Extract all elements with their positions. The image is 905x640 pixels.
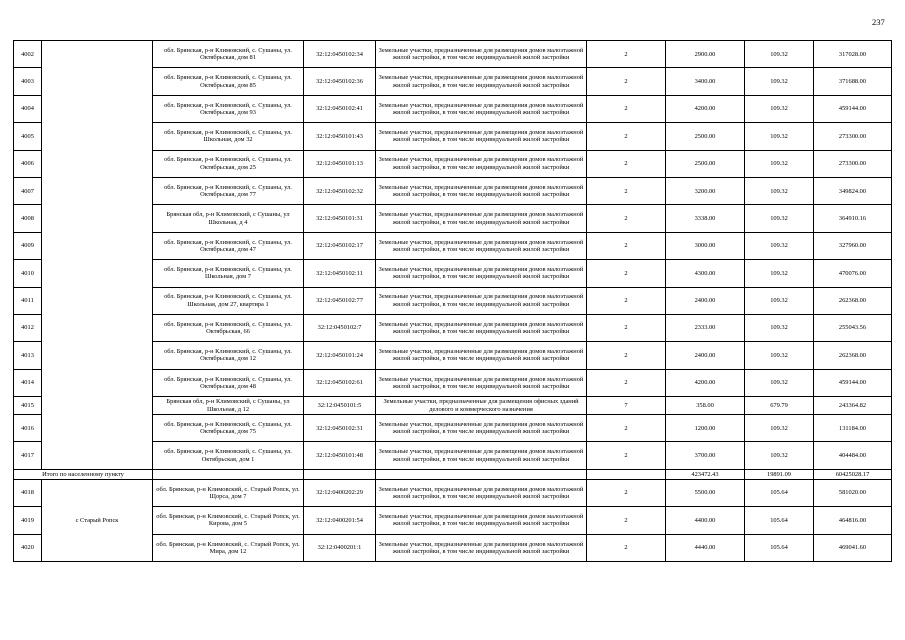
area-cell: 2500.00: [666, 150, 745, 177]
cadastral-value-cell: 364910.16: [814, 205, 892, 232]
cadastral-number-cell: 32:12:0450102:11: [304, 260, 376, 287]
cadastral-value-cell: 273300.00: [814, 123, 892, 150]
group-cell: 2: [587, 369, 666, 396]
group-cell: 2: [587, 123, 666, 150]
group-cell: 2: [587, 314, 666, 341]
rate-cell: 109.32: [745, 68, 814, 95]
address-cell: обл. Брянская, р-н Климовский, с. Сушаны, ул. Октябрьская, дом 93: [153, 95, 304, 122]
subtotal-section: [14, 469, 892, 479]
area-cell: 2500.00: [666, 123, 745, 150]
cadastral-number-cell: 32:12:0450101:31: [304, 205, 376, 232]
group-cell: 2: [587, 534, 666, 561]
area-cell: 2400.00: [666, 342, 745, 369]
area-cell: 3700.00: [666, 442, 745, 469]
table-body-after: [14, 479, 892, 561]
address-cell: обл. Брянская, р-н Климовский, с. Сушаны, ул. Октябрьская, дом 25: [153, 150, 304, 177]
rate-cell: 109.32: [745, 314, 814, 341]
row-number: 4004: [14, 95, 42, 122]
area-cell: 2333.00: [666, 314, 745, 341]
land-use-cell: Земельные участки, предназначенные для размещения домов малоэтажной жилой застройки, в том числе индивидуальной жилой застройки: [376, 41, 587, 68]
cadastral-value-cell: 262368.00: [814, 287, 892, 314]
land-use-cell: Земельные участки, предназначенные для размещения домов малоэтажной жилой застройки, в том числе индивидуальной жилой застройки: [376, 177, 587, 204]
row-number: 4006: [14, 150, 42, 177]
land-use-cell: Земельные участки, предназначенные для размещения домов малоэтажной жилой застройки, в том числе индивидуальной жилой застройки: [376, 287, 587, 314]
address-cell: Брянская обл, р-н Климовский, с Сушаны, ул Школьная, д 4: [153, 205, 304, 232]
area-cell: 3200.00: [666, 177, 745, 204]
cadastral-number-cell: 32:12:0450102:17: [304, 232, 376, 259]
subtotal-value: 60425028.17: [814, 469, 892, 479]
address-cell: обл. Брянская, р-н Климовский, с. Сушаны, ул. Октябрьская, дом 77: [153, 177, 304, 204]
group-cell: 2: [587, 41, 666, 68]
address-cell: обл. Брянская, р-н Климовский, с. Сушаны, ул. Октябрьская, дом 81: [153, 41, 304, 68]
cadastral-value-cell: 404484.00: [814, 442, 892, 469]
locality-cell: [42, 41, 153, 470]
rate-cell: 109.32: [745, 232, 814, 259]
cadastral-value-cell: 470076.00: [814, 260, 892, 287]
address-cell: обл. Брянская, р-н Климовский, с. Сушаны, ул. Школьная, дом 27, квартира 1: [153, 287, 304, 314]
address-cell: Брянская обл, р-н Климовский, с Сушаны, ул Школьная, д 12: [153, 397, 304, 415]
subtotal-empty-cell: [153, 469, 304, 479]
address-cell: обл. Брянская, р-н Климовский, с. Старый Ропск, ул. Щорса, дом 7: [153, 479, 304, 506]
row-number: 4020: [14, 534, 42, 561]
rate-cell: 109.32: [745, 205, 814, 232]
subtotal-empty-cell: [376, 469, 587, 479]
land-use-cell: Земельные участки, предназначенные для размещения домов малоэтажной жилой застройки, в том числе индивидуальной жилой застройки: [376, 232, 587, 259]
address-cell: обл. Брянская, р-н Климовский, с. Сушаны, ул. Октябрьская, дом 75: [153, 415, 304, 442]
rate-cell: 109.32: [745, 150, 814, 177]
land-use-cell: Земельные участки, предназначенные для размещения домов малоэтажной жилой застройки, в том числе индивидуальной жилой застройки: [376, 68, 587, 95]
cadastral-number-cell: 32:12:0400202:29: [304, 479, 376, 506]
group-cell: 2: [587, 260, 666, 287]
subtotal-empty-cell: [304, 469, 376, 479]
row-number: 4005: [14, 123, 42, 150]
rate-cell: 109.32: [745, 415, 814, 442]
cadastral-value-cell: 327960.00: [814, 232, 892, 259]
table-row: [14, 479, 892, 506]
row-number: 4003: [14, 68, 42, 95]
area-cell: 2900.00: [666, 41, 745, 68]
address-cell: обл. Брянская, р-н Климовский, с. Сушаны, ул. Октябрьская, дом 1: [153, 442, 304, 469]
rate-cell: 109.32: [745, 41, 814, 68]
cadastral-value-cell: 581020.00: [814, 479, 892, 506]
table-body-before: [14, 41, 892, 470]
cadastral-number-cell: 32:12:0450102:36: [304, 68, 376, 95]
cadastral-number-cell: 32:12:0450101:5: [304, 397, 376, 415]
row-number: 4014: [14, 369, 42, 396]
land-use-cell: Земельные участки, предназначенные для размещения домов малоэтажной жилой застройки, в том числе индивидуальной жилой застройки: [376, 442, 587, 469]
rate-cell: 109.32: [745, 442, 814, 469]
rate-cell: 109.32: [745, 260, 814, 287]
area-cell: 3400.00: [666, 68, 745, 95]
cadastral-number-cell: 32:12:0450102:34: [304, 41, 376, 68]
cadastral-number-cell: 32:12:0450101:24: [304, 342, 376, 369]
rate-cell: 109.32: [745, 177, 814, 204]
cadastral-value-cell: 371688.00: [814, 68, 892, 95]
row-number: 4011: [14, 287, 42, 314]
area-cell: 3338.00: [666, 205, 745, 232]
rate-cell: 105.64: [745, 479, 814, 506]
rate-cell: 109.32: [745, 342, 814, 369]
cadastral-number-cell: 32:12:0450101:13: [304, 150, 376, 177]
area-cell: 4200.00: [666, 369, 745, 396]
subtotal-empty-cell: [587, 469, 666, 479]
rate-cell: 105.64: [745, 507, 814, 534]
cadastral-number-cell: 32:12:0400201:1: [304, 534, 376, 561]
area-cell: 358.00: [666, 397, 745, 415]
cadastral-value-cell: 131184.00: [814, 415, 892, 442]
address-cell: обл. Брянская, р-н Климовский, с. Сушаны, ул. Школьная, дом 7: [153, 260, 304, 287]
cadastral-number-cell: 32:12:0450102:77: [304, 287, 376, 314]
group-cell: 2: [587, 287, 666, 314]
cadastral-number-cell: 32:12:0450101:43: [304, 123, 376, 150]
land-use-cell: Земельные участки, предназначенные для размещения домов малоэтажной жилой застройки, в том числе индивидуальной жилой застройки: [376, 150, 587, 177]
row-number: 4009: [14, 232, 42, 259]
page-number: 237: [872, 17, 885, 27]
cadastral-value-cell: 349824.00: [814, 177, 892, 204]
locality-label: с Старый Ропск: [42, 479, 153, 561]
land-use-cell: Земельные участки, предназначенные для размещения офисных зданий делового и коммерческого назначения: [376, 397, 587, 415]
area-cell: 4440.00: [666, 534, 745, 561]
cadastral-value-cell: 469041.60: [814, 534, 892, 561]
cadastral-number-cell: 32:12:0450102:31: [304, 415, 376, 442]
rate-cell: 109.32: [745, 95, 814, 122]
land-use-cell: Земельные участки, предназначенные для размещения домов малоэтажной жилой застройки, в том числе индивидуальной жилой застройки: [376, 369, 587, 396]
area-cell: 2400.00: [666, 287, 745, 314]
cadastral-number-cell: 32:12:0450102:61: [304, 369, 376, 396]
land-use-cell: Земельные участки, предназначенные для размещения домов малоэтажной жилой застройки, в том числе индивидуальной жилой застройки: [376, 534, 587, 561]
address-cell: обл. Брянская, р-н Климовский, с. Сушаны, ул. Октябрьская, 66: [153, 314, 304, 341]
cadastral-value-cell: 459144.00: [814, 95, 892, 122]
address-cell: обл. Брянская, р-н Климовский, с. Сушаны, ул. Октябрьская, дом 12: [153, 342, 304, 369]
cadastral-value-cell: 255043.56: [814, 314, 892, 341]
cadastral-number-cell: 32:12:0400201:54: [304, 507, 376, 534]
group-cell: 2: [587, 150, 666, 177]
cadastral-number-cell: 32:12:0450102:32: [304, 177, 376, 204]
cadastral-value-cell: 243364.82: [814, 397, 892, 415]
group-cell: 2: [587, 95, 666, 122]
address-cell: обл. Брянская, р-н Климовский, с. Сушаны, ул. Октябрьская, дом 48: [153, 369, 304, 396]
land-registry-table: [13, 40, 892, 562]
subtotal-label: Итого по населенному пункту: [14, 469, 153, 479]
land-use-cell: Земельные участки, предназначенные для размещения домов малоэтажной жилой застройки, в том числе индивидуальной жилой застройки: [376, 415, 587, 442]
subtotal-rate: 19891.09: [745, 469, 814, 479]
land-use-cell: Земельные участки, предназначенные для размещения домов малоэтажной жилой застройки, в том числе индивидуальной жилой застройки: [376, 123, 587, 150]
cadastral-value-cell: 273300.00: [814, 150, 892, 177]
group-cell: 2: [587, 177, 666, 204]
land-use-cell: Земельные участки, предназначенные для размещения домов малоэтажной жилой застройки, в том числе индивидуальной жилой застройки: [376, 260, 587, 287]
land-use-cell: Земельные участки, предназначенные для размещения домов малоэтажной жилой застройки, в том числе индивидуальной жилой застройки: [376, 507, 587, 534]
row-number: 4010: [14, 260, 42, 287]
row-number: 4019: [14, 507, 42, 534]
address-cell: обл. Брянская, р-н Климовский, с. Сушаны, ул. Октябрьская, дом 47: [153, 232, 304, 259]
cadastral-value-cell: 459144.00: [814, 369, 892, 396]
row-number: 4012: [14, 314, 42, 341]
area-cell: 1200.00: [666, 415, 745, 442]
row-number: 4008: [14, 205, 42, 232]
rate-cell: 109.32: [745, 287, 814, 314]
rate-cell: 679.79: [745, 397, 814, 415]
area-cell: 3000.00: [666, 232, 745, 259]
address-cell: обл. Брянская, р-н Климовский, с. Старый Ропск, ул. Кирова, дом 5: [153, 507, 304, 534]
cadastral-value-cell: 262368.00: [814, 342, 892, 369]
rate-cell: 105.64: [745, 534, 814, 561]
row-number: 4002: [14, 41, 42, 68]
land-use-cell: Земельные участки, предназначенные для размещения домов малоэтажной жилой застройки, в том числе индивидуальной жилой застройки: [376, 95, 587, 122]
group-cell: 2: [587, 68, 666, 95]
cadastral-value-cell: 464816.00: [814, 507, 892, 534]
address-cell: обл. Брянская, р-н Климовский, с. Сушаны, ул. Октябрьская, дом 85: [153, 68, 304, 95]
group-cell: 2: [587, 507, 666, 534]
area-cell: 4400.00: [666, 507, 745, 534]
group-cell: 2: [587, 342, 666, 369]
row-number: 4017: [14, 442, 42, 469]
row-number: 4007: [14, 177, 42, 204]
row-number: 4015: [14, 397, 42, 415]
cadastral-number-cell: 32:12:0450101:48: [304, 442, 376, 469]
area-cell: 4300.00: [666, 260, 745, 287]
rate-cell: 109.32: [745, 369, 814, 396]
address-cell: обл. Брянская, р-н Климовский, с. Сушаны, ул. Школьная, дом 32: [153, 123, 304, 150]
rate-cell: 109.32: [745, 123, 814, 150]
table-row: [14, 41, 892, 68]
group-cell: 2: [587, 415, 666, 442]
land-use-cell: Земельные участки, предназначенные для размещения домов малоэтажной жилой застройки, в том числе индивидуальной жилой застройки: [376, 314, 587, 341]
land-use-cell: Земельные участки, предназначенные для размещения домов малоэтажной жилой застройки, в том числе индивидуальной жилой застройки: [376, 479, 587, 506]
area-cell: 4200.00: [666, 95, 745, 122]
group-cell: 2: [587, 479, 666, 506]
row-number: 4016: [14, 415, 42, 442]
subtotal-row: [14, 469, 892, 479]
row-number: 4018: [14, 479, 42, 506]
land-use-cell: Земельные участки, предназначенные для размещения домов малоэтажной жилой застройки, в том числе индивидуальной жилой застройки: [376, 205, 587, 232]
group-cell: 2: [587, 205, 666, 232]
group-cell: 2: [587, 442, 666, 469]
cadastral-number-cell: 32:12:0450102:41: [304, 95, 376, 122]
land-use-cell: Земельные участки, предназначенные для размещения домов малоэтажной жилой застройки, в том числе индивидуальной жилой застройки: [376, 342, 587, 369]
subtotal-area: 423472.43: [666, 469, 745, 479]
group-cell: 2: [587, 232, 666, 259]
group-cell: 7: [587, 397, 666, 415]
cadastral-value-cell: 317028.00: [814, 41, 892, 68]
address-cell: обл. Брянская, р-н Климовский, с. Старый Ропск, ул. Мира, дом 12: [153, 534, 304, 561]
row-number: 4013: [14, 342, 42, 369]
cadastral-number-cell: 32:12:0450102:7: [304, 314, 376, 341]
area-cell: 5500.00: [666, 479, 745, 506]
